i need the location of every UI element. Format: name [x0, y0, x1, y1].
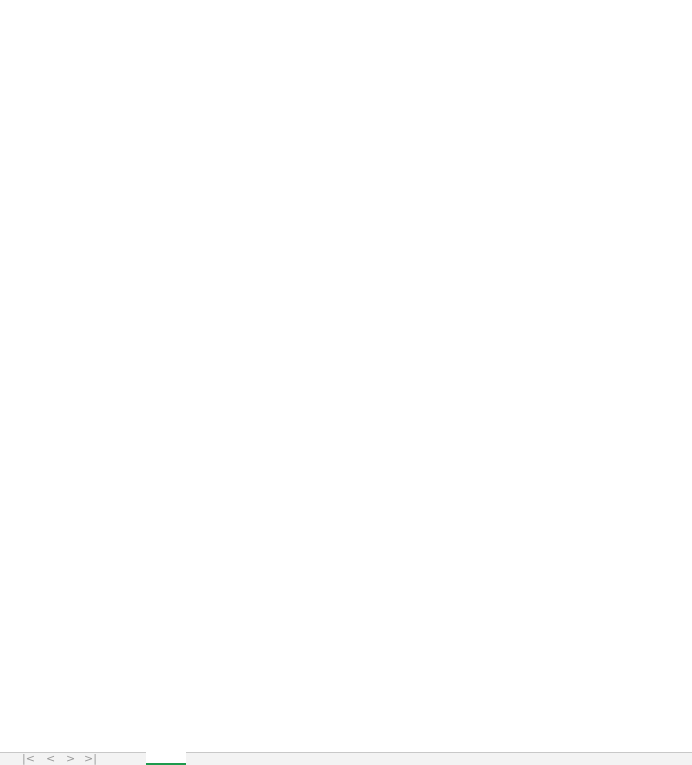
first-sheet-arrow-icon[interactable]: |< — [22, 752, 35, 765]
next-sheet-arrow-icon[interactable]: > — [66, 752, 76, 765]
sheet-tab-bar — [0, 752, 692, 765]
last-sheet-arrow-icon[interactable]: >| — [84, 752, 97, 765]
sheet-tab-1[interactable] — [146, 752, 186, 765]
prev-sheet-arrow-icon[interactable]: < — [46, 752, 56, 765]
